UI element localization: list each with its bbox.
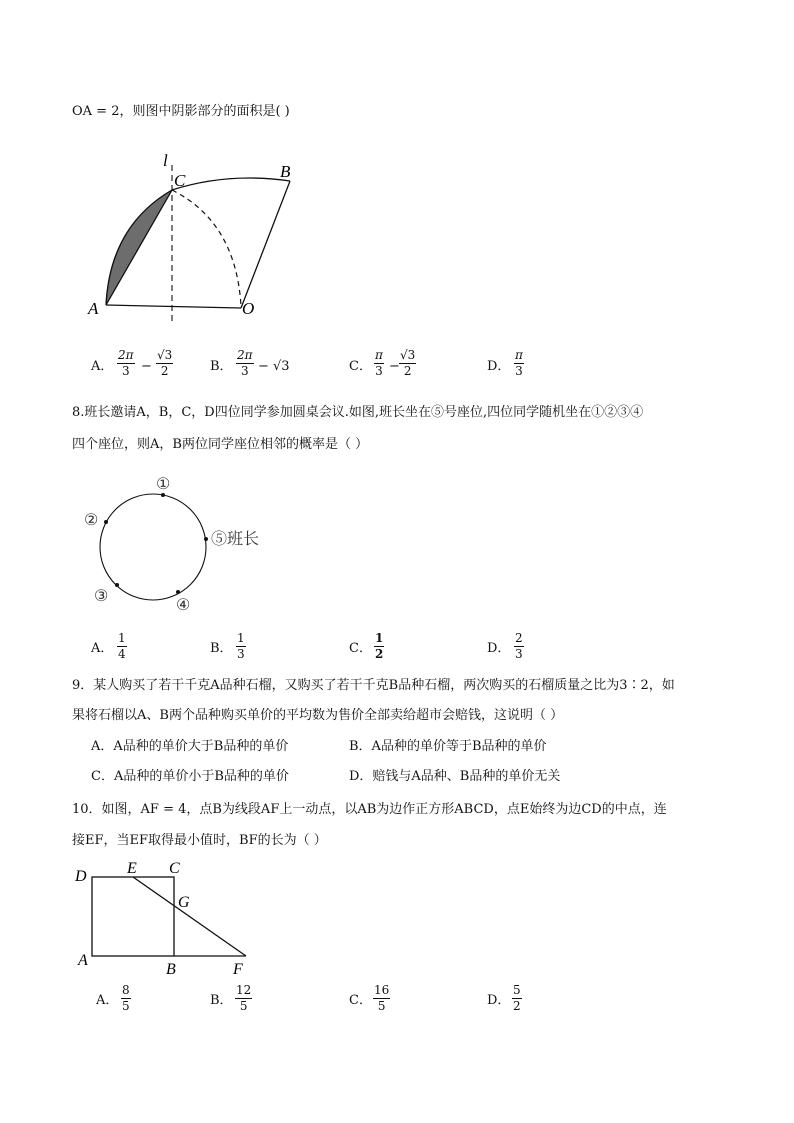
q8-line1: 8.班长邀请A，B，C，D四位同学参加圆桌会议.如图,班长坐在⑤号座位,四位同学随机坐在①②③④ (72, 405, 644, 420)
q8-seat-label-3: ③ (94, 588, 109, 605)
q10-option-b-letter: B． (210, 993, 233, 1008)
q9-option-d: D．赔钱与A品种、B品种的单价无关 (349, 769, 561, 784)
q7-label-o: O (242, 299, 255, 318)
q7-stem-tail: OA = 2，则图中阴影部分的面积是( ) (72, 104, 290, 119)
q10-square-abcd (92, 877, 174, 956)
q10-segment-ef (133, 877, 246, 956)
q8-option-d-frac: $\frac{2}{3}$ (515, 631, 523, 661)
q7-label-l: l (163, 151, 168, 170)
q7-option-c-letter: C． (349, 359, 372, 374)
q10-label-b: B (166, 961, 176, 978)
q9-option-a: A．A品种的单价大于B品种的单价 (91, 739, 289, 754)
q7-option-b-letter: B． (210, 359, 233, 374)
q9-option-c: C．A品种的单价小于B品种的单价 (91, 769, 289, 784)
q8-option-d-letter: D． (487, 641, 511, 656)
q10-line1: 10．如图，AF = 4，点B为线段AF上一动点，以AB为边作正方形ABCD，点E始终为边CD的中点，连 (72, 802, 667, 817)
q7-label-c: C (174, 171, 186, 190)
q10-line2: 接EF，当EF取得最小值时，BF的长为（ ） (72, 833, 327, 848)
q7-option-a-letter: A． (91, 359, 114, 374)
q8-option-b-frac: $\frac{1}{3}$ (237, 631, 245, 661)
q10-option-d-frac: $\frac{5}{2}$ (513, 983, 521, 1013)
q10-option-c-frac: $\frac{16}{5}$ (374, 983, 390, 1013)
q8-line2: 四个座位，则A，B两位同学座位相邻的概率是（ ） (72, 437, 369, 452)
q9-option-b: B．A品种的单价等于B品种的单价 (349, 739, 547, 754)
q9-line1: 9．某人购买了若干千克A品种石榴，又购买了若干千克B品种石榴，两次购买的石榴质量之比为3∶2，如 (72, 678, 675, 693)
q10-label-c: C (169, 860, 180, 877)
q7-option-a-op: − (141, 359, 152, 374)
q8-option-a-frac: $\frac{1}{4}$ (118, 631, 126, 661)
q10-option-a-letter: A． (96, 993, 119, 1008)
q8-seat-label-4: ④ (176, 597, 191, 614)
q10-label-e: E (127, 860, 137, 877)
q8-option-c-frac: $\frac{1}{2}$ (375, 631, 384, 661)
q10-option-d-letter: D． (487, 993, 511, 1008)
q8-option-a-letter: A． (91, 641, 114, 656)
q7-option-b-frac: $\frac{2\pi}{3}$ (237, 348, 253, 378)
q7-option-a-frac: $\frac{2\pi}{3}$ (118, 348, 134, 378)
q7-label-b: B (280, 162, 291, 181)
q8-seat-label-1: ① (156, 476, 171, 493)
q7-option-d-frac: $\frac{\pi}{3}$ (515, 348, 523, 378)
q7-option-c-frac: $\frac{\pi}{3}$ (375, 348, 383, 378)
q8-option-c-letter: C． (349, 641, 372, 656)
q10-option-c-letter: C． (349, 993, 372, 1008)
q7-option-d-letter: D． (487, 359, 511, 374)
q8-option-b-letter: B． (210, 641, 233, 656)
q10-label-g: G (178, 894, 190, 911)
q7-option-b-tail: − √3 (258, 359, 290, 374)
q10-option-b-frac: $\frac{12}{5}$ (236, 983, 252, 1013)
q8-seat-label-2: ② (84, 512, 99, 529)
q9-line2: 果将石榴以A、B两个品种购买单价的平均数为售价全部卖给超市会赔钱，这说明（ ） (72, 708, 564, 723)
q10-label-d: D (75, 868, 87, 885)
q7-option-a-tail: $\frac{√3}{2}$ (157, 348, 173, 378)
q7-option-c-tail: $\frac{√3}{2}$ (400, 348, 416, 378)
q8-seat-label-5: ⑤班长 (211, 531, 260, 548)
q10-option-a-frac: $\frac{8}{5}$ (122, 983, 130, 1013)
q7-option-c-op: − (389, 359, 400, 374)
q10-label-f: F (233, 961, 243, 978)
q10-label-a: A (78, 952, 88, 969)
q7-label-a: A (88, 299, 99, 318)
